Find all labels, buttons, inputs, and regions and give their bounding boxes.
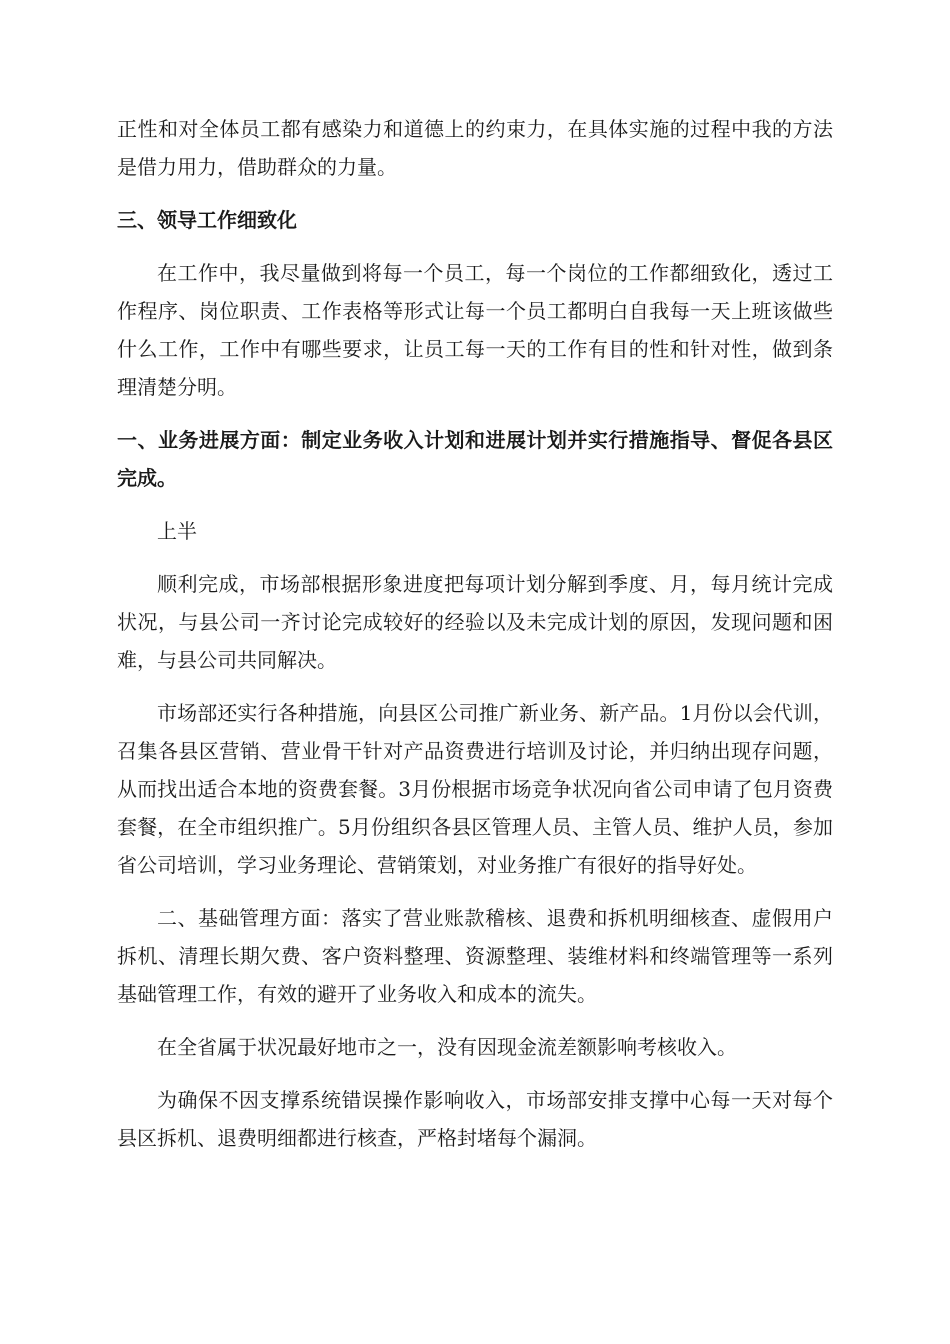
paragraph-continued: 正性和对全体员工都有感染力和道德上的约束力，在具体实施的过程中我的方法是借力用力，借助群众的力量。 <box>117 117 833 179</box>
paragraph: 为确保不因支撑系统错误操作影响收入，市场部安排支撑中心每一天对每个县区拆机、退费明细都进行核查，严格封堵每个漏洞。 <box>117 1088 833 1150</box>
paragraph: 二、基础管理方面：落实了营业账款稽核、退费和拆机明细核查、虚假用户拆机、清理长期欠费、客户资料整理、资源整理、装维材料和终端管理等一系列基础管理工作，有效的避开了业务收入和成本的流失。 <box>117 906 833 1006</box>
paragraph: 顺利完成，市场部根据形象进度把每项计划分解到季度、月，每月统计完成状况，与县公司一齐讨论完成较好的经验以及未完成计划的原因，发现问题和困难，与县公司共同解决。 <box>117 572 833 672</box>
paragraph: 在全省属于状况最好地市之一，没有因现金流差额影响考核收入。 <box>157 1035 737 1059</box>
document-body <box>117 110 833 1172</box>
section-heading-leadership: 三、领导工作细致化 <box>117 208 297 232</box>
paragraph: 上半 <box>157 519 197 543</box>
paragraph: 在工作中，我尽量做到将每一个员工，每一个岗位的工作都细致化，透过工作程序、岗位职责、工作表格等形式让每一个员工都明白自我每一天上班该做些什么工作，工作中有哪些要求，让员工每一天的工作有目的性和针对性，做到条理清楚分明。 <box>117 261 833 399</box>
section-heading-business: 一、业务进展方面：制定业务收入计划和进展计划并实行措施指导、督促各县区完成。 <box>117 428 833 490</box>
paragraph: 市场部还实行各种措施，向县区公司推广新业务、新产品。1月份以会代训，召集各县区营销、营业骨干针对产品资费进行培训及讨论，并归纳出现存问题，从而找出适合本地的资费套餐。3月份根据市场竞争状况向省公司申请了包月资费套餐，在全市组织推广。5月份组织各县区管理人员、主管人员、维护人员，参加省公司培训，学习业务理论、营销策划，对业务推广有很好的指导好处。 <box>117 701 833 877</box>
